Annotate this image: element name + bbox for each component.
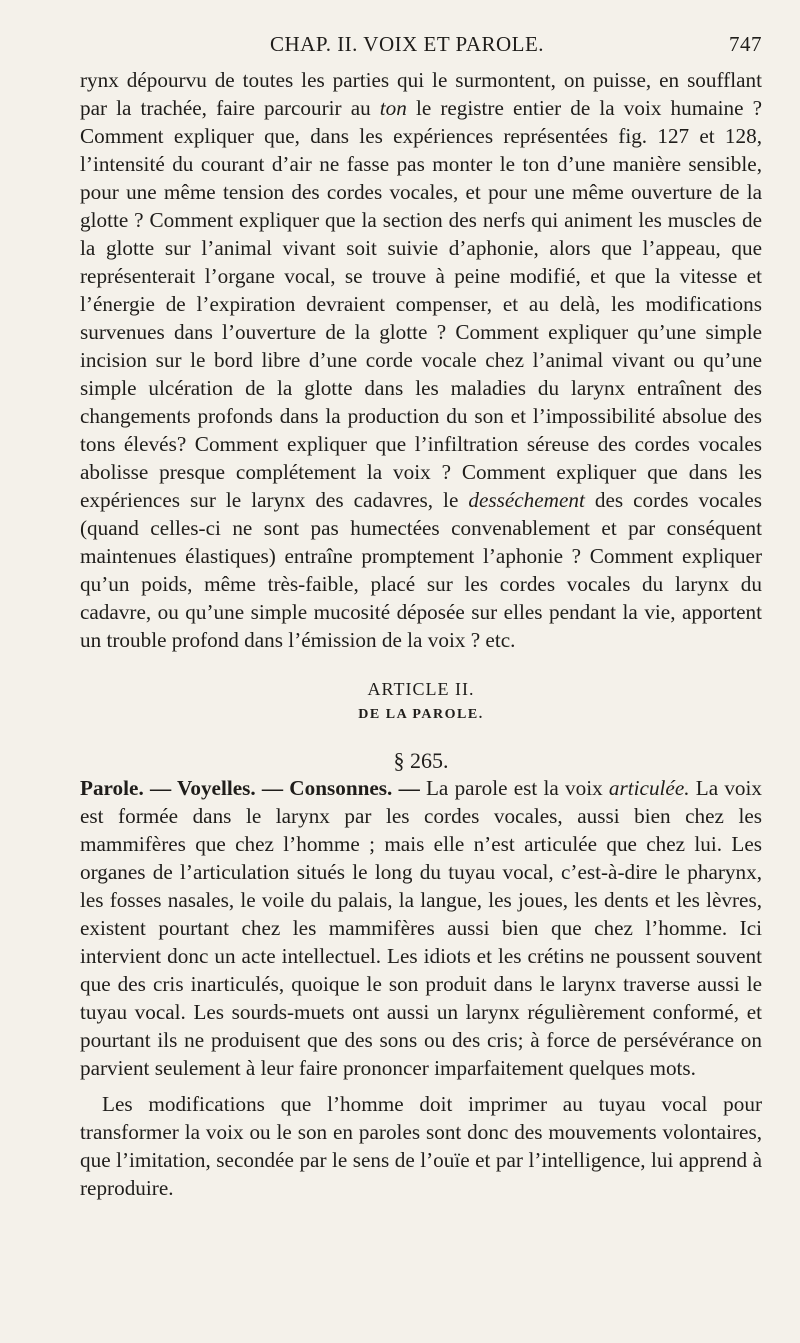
paragraph-continued-part-2: le registre entier de la voix humaine ? Comment expliquer que, dans les expériences représentées fig. 127 et 128, l’intensité du courant d’air ne fasse pas monter le ton d’une manière sensible, pour une même tension des cordes vocales, et pour une même ouverture de la glotte ? Comment expliquer que la section des nerfs qui animent les muscles de la glotte sur l’animal vivant soit suivie d’aphonie, alors que l’appeau, que représenterait l’organe vocal, se trouve à peine modifié, et que la vitesse et l’énergie de l’expiration devraient compenser, et au delà, les modifications survenues dans l’ouverture de la glotte ? Comment expliquer qu’une simple incision sur le bord libre d’une corde vocale chez l’animal vivant ou qu’une simple ulcération de la glotte dans les maladies du larynx entraînent des changements profonds dans la production du son et l’impossibilité absolue des tons élevés? Comment expliquer que l’infiltration séreuse des cordes vocales abolisse presque complétement la voix ? Comment expliquer que dans les expériences sur le larynx des cadavres, le bbox=[80, 96, 762, 512]
section-number: § 265. bbox=[393, 748, 449, 773]
paragraph-parole-part-2: La voix est formée dans le larynx par les cordes vocales, aussi bien chez les mammifères que chez l’homme ; mais elle n’est articulée que chez lui. Les organes de l’articulation situés le long du tuyau vocal, c’est-à-dire le pharynx, les fosses nasales, le voile du palais, la langue, les joues, les dents et les lèvres, existent pourtant chez les mammifères aussi bien que chez l’homme. Ici intervient donc un acte intellectuel. Les idiots et les crétins ne poussent souvent que des cris inarticulés, quoique le son produit dans le larynx traverse aussi le tuyau vocal. Les sourds-muets ont aussi un larynx régulièrement conformé, et pourtant ils ne produisent que des sons ou des cris; à force de persévérance on parvient seulement à leur faire prononcer imparfaitement quelques mots. bbox=[80, 776, 763, 1080]
paragraph-parole-part-1: La parole est la voix bbox=[419, 776, 609, 800]
book-page bbox=[80, 30, 762, 1202]
paragraph-parole bbox=[80, 774, 762, 1082]
page-number: 747 bbox=[729, 32, 762, 56]
paragraph-runin-heading: Parole. — Voyelles. — Consonnes. — bbox=[80, 776, 420, 800]
paragraph-continued bbox=[80, 66, 762, 654]
paragraph-modifications bbox=[80, 1090, 762, 1202]
chapter-title: CHAP. II. VOIX ET PAROLE. bbox=[270, 32, 545, 56]
italic-ton: ton bbox=[379, 96, 407, 120]
italic-dessechement: desséchement bbox=[468, 488, 585, 512]
running-head bbox=[80, 30, 762, 66]
article-label: ARTICLE II. bbox=[367, 679, 475, 699]
paragraph-continued-part-1: rynx dépourvu de toutes les parties qui le surmontent, on puisse, en soufflant par la trachée, faire parcourir au bbox=[80, 68, 762, 120]
body-text bbox=[80, 66, 762, 1202]
italic-articulee: articulée. bbox=[608, 776, 690, 800]
paragraph-modifications-text: Les modifications que l’homme doit imprimer au tuyau vocal pour transformer la voix ou le son en paroles sont donc des mouvements volontaires, que l’imitation, secondée par le sens de l’ouïe et par l’intelligence, lui apprend à reproduire. bbox=[80, 1092, 762, 1200]
paragraph-continued-part-3: des cordes vocales (quand celles-ci ne sont pas humectées convenablement et par conséquent maintenues élastiques) entraîne promptement l’aphonie ? Comment expliquer qu’un poids, même très-faible, placé sur les cordes vocales du larynx du cadavre, ou qu’une simple mucosité déposée sur elles pendant la vie, apportent un trouble profond dans l’émission de la voix ? etc. bbox=[80, 488, 762, 652]
article-subtitle: DE LA PAROLE. bbox=[358, 707, 484, 722]
